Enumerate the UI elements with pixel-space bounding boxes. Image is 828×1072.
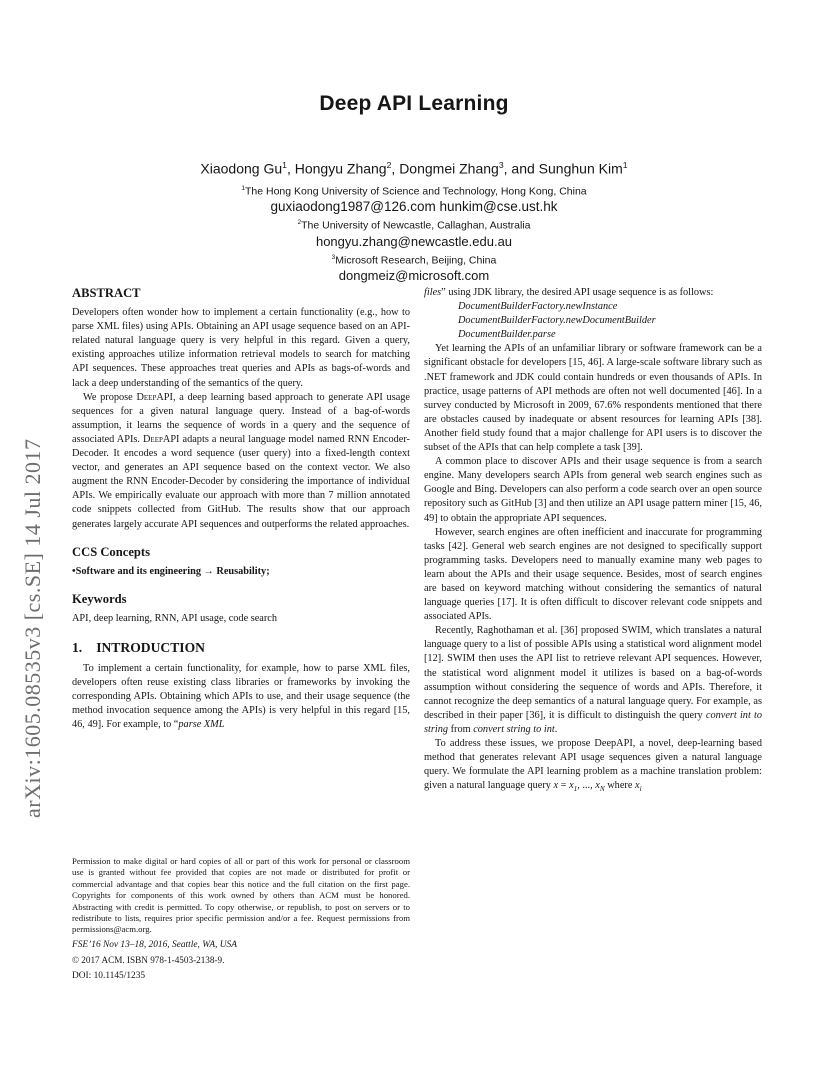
body-paragraph: Recently, Raghothaman et al. [36] proposed SWIM, which translates a natural language query to a list of possible APIs using a statistical word alignment model [12]. SWIM then uses the API list to retrieve relevant API sequences. However, the statistical word alignment model it utilizes is based on a bag-of-words assumption without considering the sequence of words and APIs. Therefore, it cannot recognize the deep semantics of a natural language query. For example, as described in their paper [36], it is difficult to distinguish the query convert int to string from convert string to int.: [424, 625, 763, 735]
footnote-block: [72, 856, 410, 982]
paper-title: Deep API Learning: [319, 92, 509, 115]
paper-header: [0, 92, 828, 284]
footnote-permission: Permission to make digital or hard copies of all or part of this work for personal or classroom use is granted without fee provided that copies are not made or distributed for profit or commercial advantage and that copies bear this notice and the full citation on the first page. Copyrights for components of this work owned by others than ACM must be honored. Abstracting with credit is permitted. To copy otherwise, or republish, to post on servers or to redistribute to lists, requires prior specific permission and/or a fee. Request permissions from permissions@acm.org.: [72, 856, 410, 935]
body-paragraph: To address these issues, we propose DeepAPI, a novel, deep-learning based method that generates relevant API usage sequences given a natural language query. We formulate the API learning problem as a machine translation problem: given a natural language query $x = x_1$, ..., $x_N$ where $x_i$: [424, 738, 762, 794]
email-line-2: hongyu.zhang@newcastle.edu.au: [315, 233, 513, 249]
email-line-1: guxiaodong1987@126.com hunkim@cse.ust.hk: [270, 199, 558, 215]
affiliation-marker: 3: [331, 253, 336, 261]
body-paragraph: A common place to discover APIs and their usage sequence is from a search engine. Many developers search APIs from general web search engines such as Google and Bing. Developers can also perform a code search over an open source repository such as GitHub [3] and then utilize an API usage pattern miner [15, 46, 49] to obtain the appropriate API sequences.: [424, 456, 762, 524]
code-line: DocumentBuilderFactory.newDocumentBuilder: [458, 315, 656, 327]
authors-line: Xiaodong Gu$^1$, Hongyu Zhang$^2$, Dongmei Zhang$^3$, and Sunghun Kim$^1$: [200, 160, 628, 177]
affiliation-name: The University of Newcastle, Callaghan, Australia: [301, 219, 531, 232]
keywords-heading: Keywords: [72, 591, 127, 606]
affiliation-name: Microsoft Research, Beijing, China: [335, 254, 497, 267]
affiliation-line-2: [0, 215, 828, 234]
body-paragraph: However, search engines are often inefficient and inaccurate for programming tasks [42]. General web search engines are not designed to specifically support programming tasks. Developers need to manually examine many web pages to learn about the APIs and their usage sequence. Besides, most of search engines are based on keyword matching without considering the semantics of natural language queries [17]. It is often difficult to discover relevant code snippets and associated APIs.: [424, 526, 762, 623]
code-line: DocumentBuilder.parse: [458, 329, 556, 341]
affiliation-name: The Hong Kong University of Science and Technology, Hong Kong, China: [244, 185, 587, 198]
section-number: 1.: [72, 639, 83, 655]
ccs-content: •Software and its engineering → Reusability;: [72, 565, 270, 577]
affiliation-marker: 1: [241, 184, 245, 192]
abstract-paragraph: We propose DeepAPI, a deep learning based approach to generate API usage sequences for a given natural language query. Instead of a bag-of-words assumption, it learns the sequence of words in a query and the sequence of associated APIs. DeepAPI adapts a neural language model named RNN Encoder-Decoder. It encodes a word sequence (user query) into a fixed-length context vector, and generates an API sequence based on the context vector. We also augment the RNN Encoder-Decoder by considering the importance of individual APIs. We empirically evaluate our approach with more than 7 million annotated code snippets collected from GitHub. The results show that our approach generates largely accurate API sequences and outperforms the related approaches.: [72, 391, 410, 530]
section-heading-introduction: [72, 641, 410, 655]
body-paragraph: Yet learning the APIs of an unfamiliar library or software framework can be a significant obstacle for developers [15, 46]. A large-scale software library such as .NET framework and JDK could contain hundreds or even thousands of APIs. In practice, usage patterns of API methods are often not well documented [46]. In a survey conducted by Microsoft in 2009, 67.6% respondents mentioned that there are obstacles caused by inadequate or absent resources for learning APIs [38]. Another field study found that a major challenge for API users is to discover the subset of the APIs that can help complete a task [39].: [424, 343, 762, 454]
footnote-copyright: © 2017 ACM. ISBN 978-1-4503-2138-9.: [72, 955, 225, 966]
affiliation-line-1: [0, 181, 828, 200]
intro-paragraph: To implement a certain functionality, for example, how to parse XML files, developers often reuse existing class libraries or frameworks by invoking the corresponding APIs. Obtaining which APIs to use, and their usage sequence (the method invocation sequence among the APIs) is very helpful in this regard [15, 46, 49]. For example, to “parse XML: [72, 663, 410, 731]
ccs-heading: CCS Concepts: [72, 544, 151, 559]
abstract-paragraph: Developers often wonder how to implement a certain functionality (e.g., how to parse XML files) using APIs. Obtaining an API usage sequence based on an API-related natural language query is very helpful in this regard. Given a query, existing approaches utilize information retrieval models to search for matching API sequences. These approaches treat queries and APIs as bags-of-words and lack a deep understanding of the semantics of the query.: [72, 307, 410, 389]
left-column: [72, 286, 410, 733]
section-title: INTRODUCTION: [96, 639, 205, 655]
footnote-doi: DOI: 10.1145/1235: [72, 970, 146, 981]
right-column: [424, 286, 762, 796]
affiliation-line-3: [0, 250, 828, 269]
body-paragraph: files” using JDK library, the desired API usage sequence is as follows:: [424, 287, 714, 298]
abstract-heading: ABSTRACT: [72, 286, 141, 300]
keywords-content: API, deep learning, RNN, API usage, code search: [72, 612, 278, 624]
affiliation-marker: 2: [297, 219, 302, 227]
footnote-venue: FSE’16 Nov 13–18, 2016, Seattle, WA, USA: [72, 939, 237, 950]
api-sequence-code-block: [424, 300, 762, 342]
code-line: DocumentBuilderFactory.newInstance: [458, 301, 618, 313]
arxiv-watermark: arXiv:1605.08535v3 [cs.SE] 14 Jul 2017: [20, 438, 45, 818]
email-line-3: dongmeiz@microsoft.com: [338, 268, 490, 284]
